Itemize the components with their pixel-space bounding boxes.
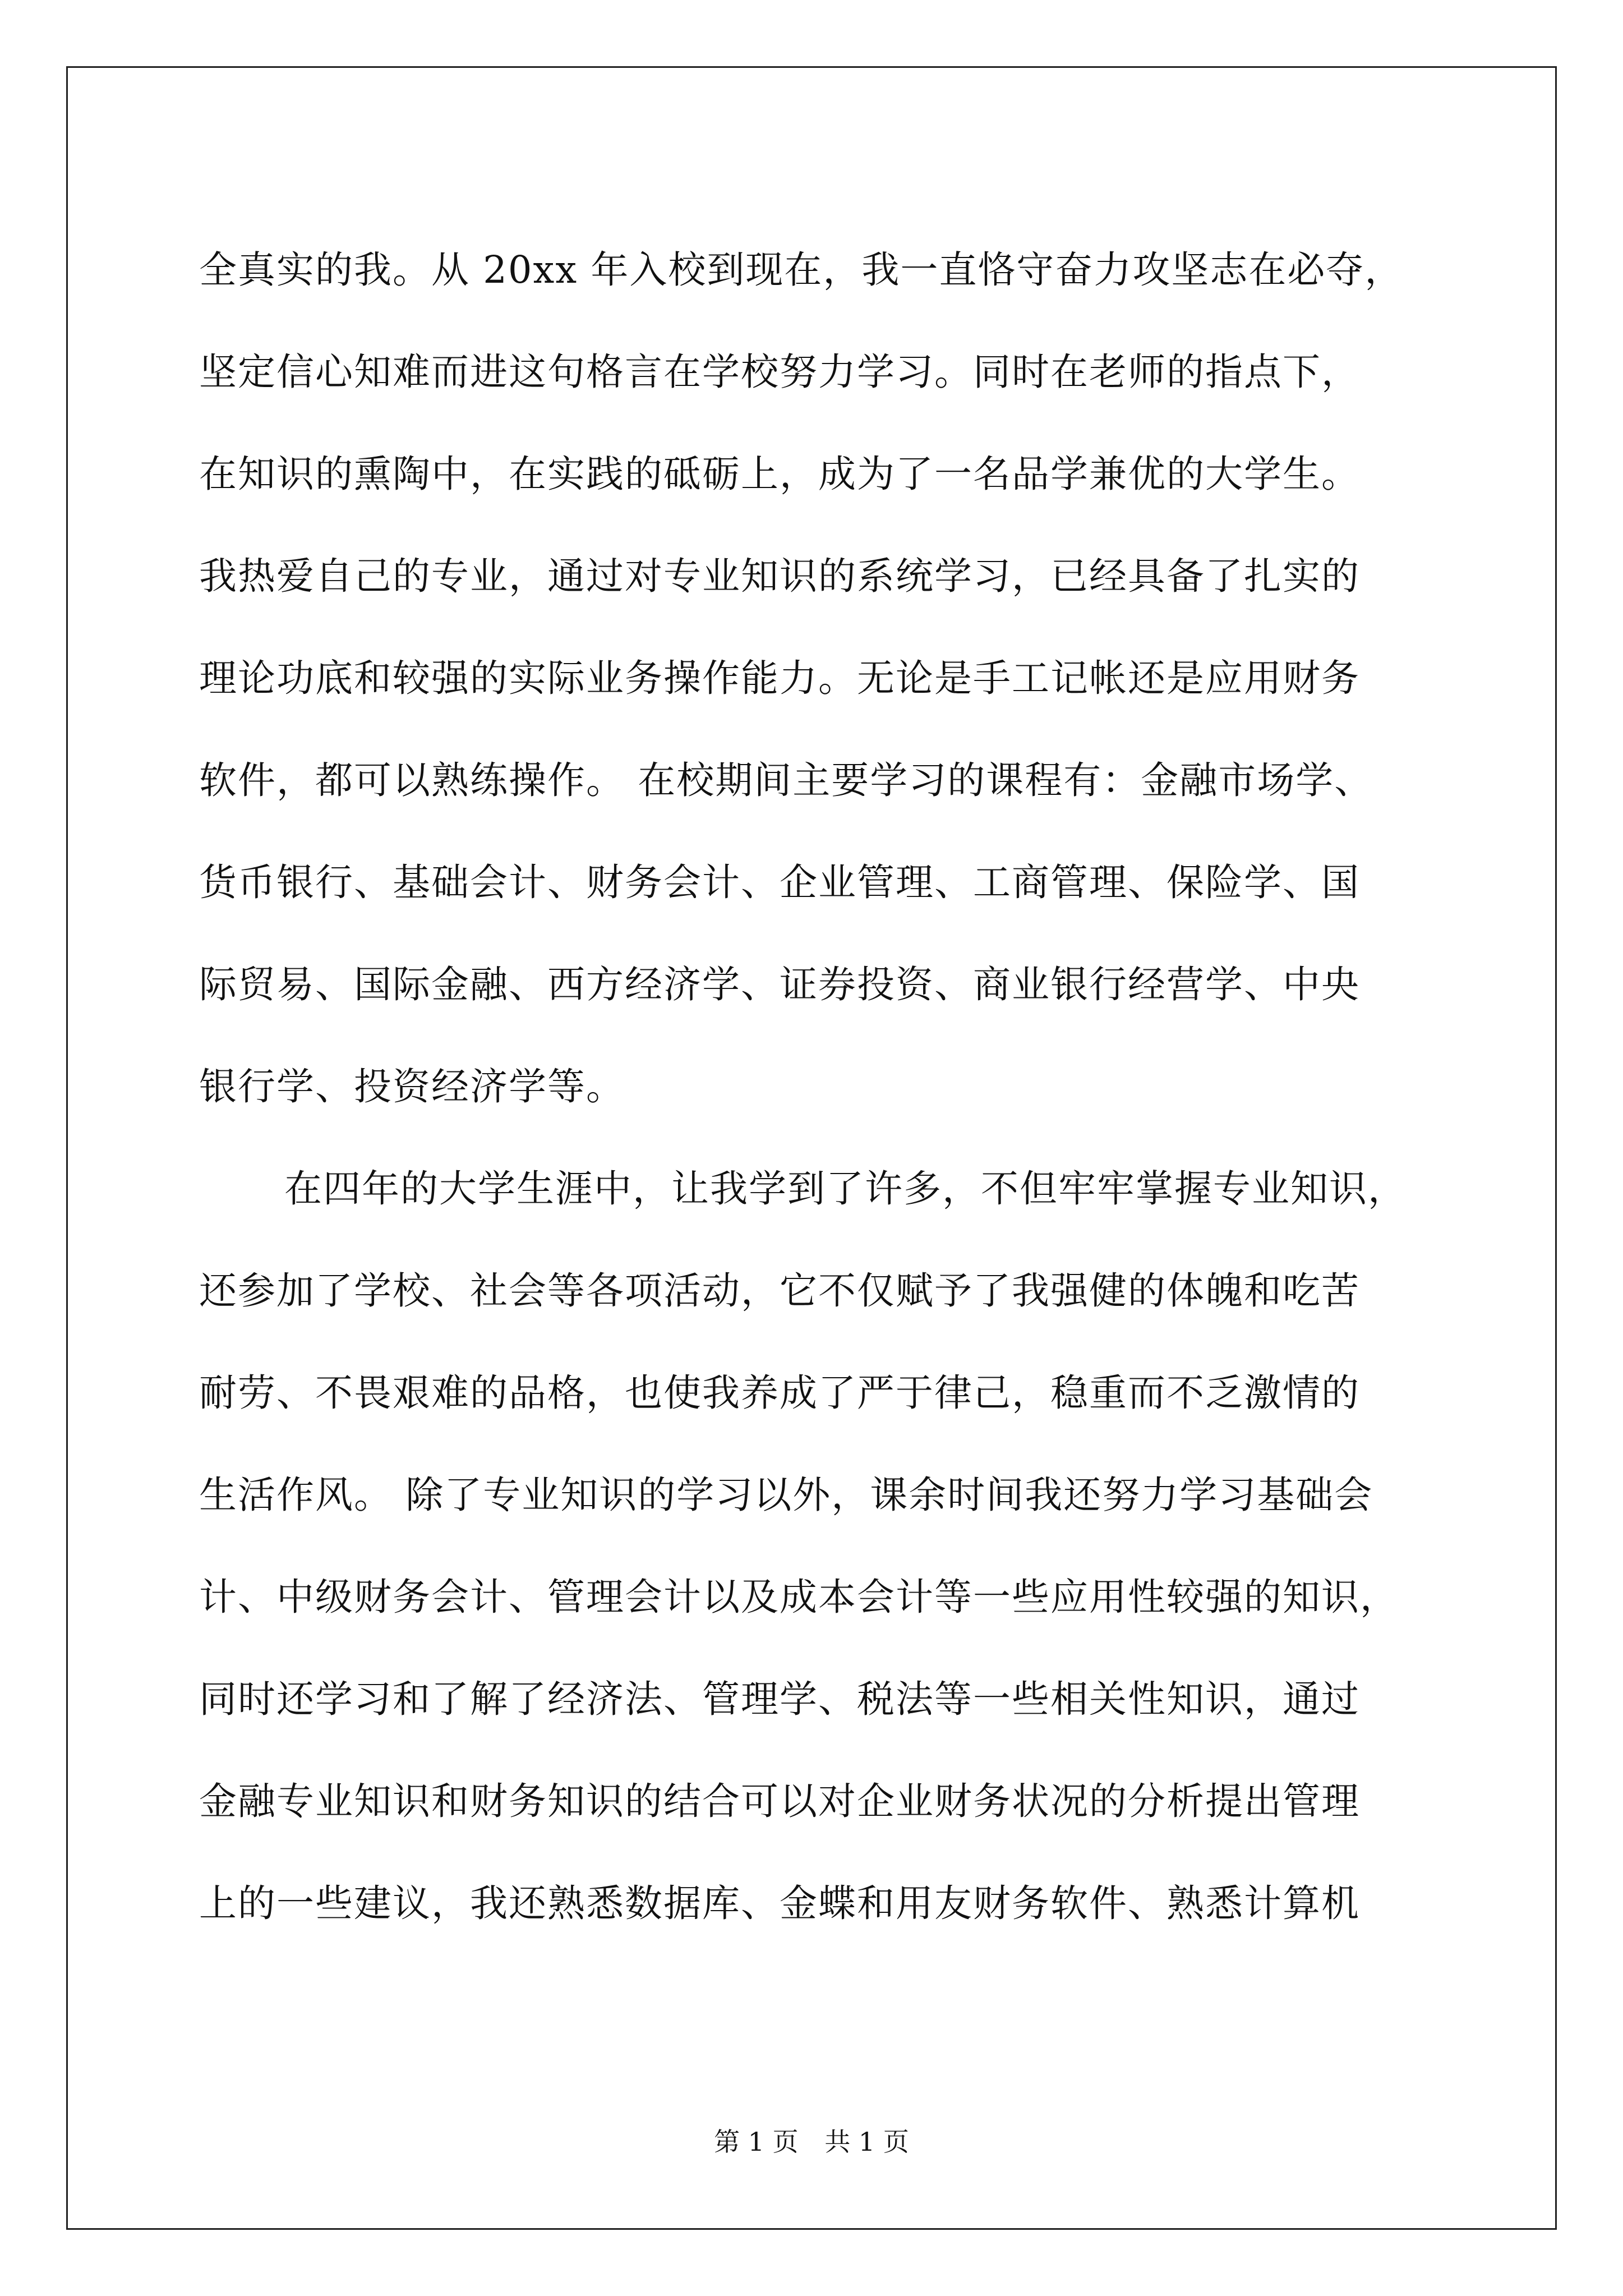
- page-footer: [0, 2125, 1623, 2159]
- text-line: 金融专业知识和财务知识的结合可以对企业财务状况的分析提出管理: [199, 1779, 1360, 1823]
- text-line: 还参加了学校、社会等各项活动，它不仅赋予了我强健的体魄和吃苦: [199, 1269, 1360, 1313]
- text-line: 同时还学习和了解了经济法、管理学、税法等一些相关性知识，通过: [199, 1677, 1360, 1721]
- text-line: 在知识的熏陶中，在实践的砥砺上，成为了一名品学兼优的大学生。: [199, 452, 1360, 496]
- page-number: 第 1 页: [714, 2127, 799, 2157]
- text-line: 软件，都可以熟练操作。 在校期间主要学习的课程有：金融市场学、: [199, 758, 1373, 802]
- page-total: 共 1 页: [824, 2127, 909, 2157]
- document-body: [199, 219, 1433, 1954]
- text-line: 理论功底和较强的实际业务操作能力。无论是手工记帐还是应用财务: [199, 656, 1360, 700]
- text-line: 际贸易、国际金融、西方经济学、证券投资、商业银行经营学、中央: [199, 963, 1360, 1006]
- text-line: 坚定信心知难而进这句格言在学校努力学习。同时在老师的指点下，: [199, 350, 1360, 394]
- text-line: 计、中级财务会计、管理会计以及成本会计等一些应用性较强的知识，: [199, 1575, 1399, 1619]
- paragraph-start-line: 在四年的大学生涯中，让我学到了许多，不但牢牢掌握专业知识，: [284, 1167, 1407, 1211]
- text-line: 我热爱自己的专业，通过对专业知识的系统学习，已经具备了扎实的: [199, 554, 1360, 598]
- text-line: 上的一些建议，我还熟悉数据库、金蝶和用友财务软件、熟悉计算机: [199, 1881, 1360, 1925]
- text-line: 银行学、投资经济学等。: [199, 1065, 625, 1108]
- text-line: 全真实的我。从 20xx 年入校到现在，我一直恪守奋力攻坚志在必夺，: [199, 248, 1404, 292]
- text-line: 货币银行、基础会计、财务会计、企业管理、工商管理、保险学、国: [199, 861, 1360, 904]
- text-line: 耐劳、不畏艰难的品格，也使我养成了严于律己，稳重而不乏激情的: [199, 1371, 1360, 1415]
- text-line: 生活作风。 除了专业知识的学习以外，课余时间我还努力学习基础会: [199, 1473, 1373, 1517]
